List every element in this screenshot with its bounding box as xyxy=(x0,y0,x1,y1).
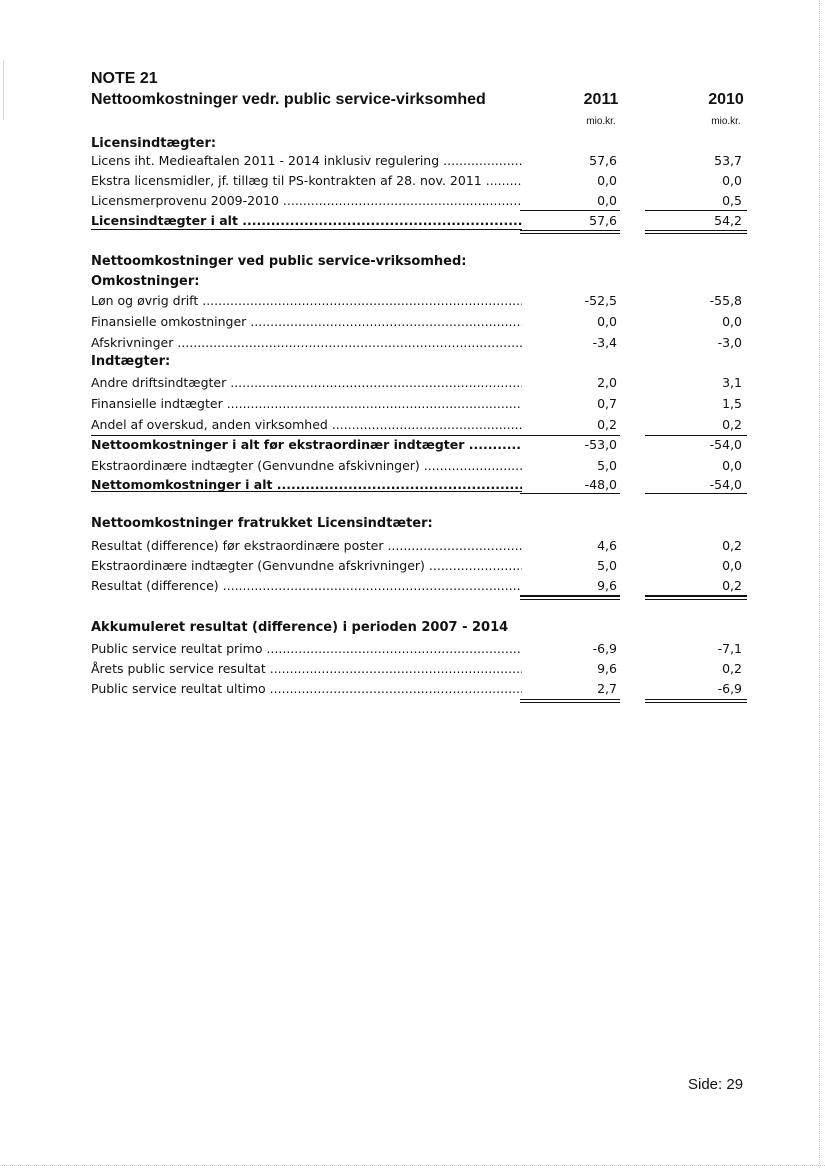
row-value-2011: -48,0 xyxy=(584,477,617,492)
row-label: Andre driftsindtægter ..... xyxy=(91,374,522,392)
row-value-2011: 0,0 xyxy=(597,173,617,188)
column-year-2011: 2011 xyxy=(583,91,619,108)
table-row xyxy=(0,416,825,436)
double-rule-line xyxy=(645,699,747,703)
row-label: Ekstra licensmidler, jf. tillæg til PS-kontrakten af 28. nov. 2011 ..... xyxy=(91,172,522,190)
row-value-2011: 0,0 xyxy=(597,314,617,329)
column-unit-2011: mio.kr. xyxy=(586,116,616,127)
row-value-2010: 54,2 xyxy=(714,213,742,228)
rule-line xyxy=(645,493,747,494)
table-row xyxy=(0,152,825,172)
scan-edge-bottom xyxy=(0,1165,825,1166)
double-rule-line xyxy=(520,230,620,234)
row-value-2011: 9,6 xyxy=(597,578,617,593)
row-label: Resultat (difference) før ekstraordinære poster ..... xyxy=(91,537,522,555)
table-row xyxy=(0,192,825,212)
row-value-2010: -54,0 xyxy=(709,437,742,452)
row-label: Resultat (difference) ..... xyxy=(91,577,522,595)
row-label: Public service reultat primo ..... xyxy=(91,640,522,658)
row-value-2010: -54,0 xyxy=(709,477,742,492)
rule-line xyxy=(645,435,747,436)
table-row xyxy=(0,537,825,557)
row-value-2011: 0,2 xyxy=(597,417,617,432)
rule-line xyxy=(645,210,747,211)
scan-edge-left xyxy=(3,60,4,120)
row-value-2010: 0,0 xyxy=(722,558,742,573)
table-row xyxy=(0,557,825,577)
table-row xyxy=(0,172,825,192)
row-label: Public service reultat ultimo ..... xyxy=(91,680,522,698)
row-value-2010: 0,0 xyxy=(722,458,742,473)
table-row xyxy=(0,334,825,354)
row-value-2010: -3,0 xyxy=(717,335,742,350)
page-number: Side: 29 xyxy=(688,1076,744,1093)
row-value-2010: 0,0 xyxy=(722,314,742,329)
double-rule-line xyxy=(520,699,620,703)
table-row-subtotal xyxy=(0,436,825,456)
row-label: Finansielle indtægter ..... xyxy=(91,395,522,413)
row-value-2010: 0,2 xyxy=(722,578,742,593)
row-value-2010: 0,0 xyxy=(722,173,742,188)
row-value-2010: 0,5 xyxy=(722,193,742,208)
row-value-2010: -7,1 xyxy=(717,641,742,656)
note-label: NOTE 21 xyxy=(91,70,158,87)
row-value-2011: 57,6 xyxy=(589,153,617,168)
section-licensindtaegter-header: Licensindtægter: xyxy=(91,136,217,151)
rule-line xyxy=(91,491,522,492)
table-row xyxy=(0,640,825,660)
section-indtaegter-header: Indtægter: xyxy=(91,354,171,369)
table-row xyxy=(0,457,825,477)
row-value-2011: 0,0 xyxy=(597,193,617,208)
row-value-2010: 0,2 xyxy=(722,417,742,432)
row-label: Nettoomkostninger i alt før ekstraordinær indtægter ..... xyxy=(91,436,522,454)
rule-line xyxy=(520,435,620,436)
row-value-2011: 57,6 xyxy=(589,213,617,228)
rule-line xyxy=(91,435,522,436)
table-row xyxy=(0,577,825,597)
table-row xyxy=(0,374,825,394)
row-label: Afskrivninger ..... xyxy=(91,334,522,352)
row-value-2011: 5,0 xyxy=(597,458,617,473)
row-label: Licensmerprovenu 2009-2010 ..... xyxy=(91,192,522,210)
row-value-2011: 9,6 xyxy=(597,661,617,676)
table-row xyxy=(0,660,825,680)
double-rule-line xyxy=(645,230,747,234)
section-nettoomkostninger-header: Nettoomkostninger ved public service-vriksomhed: xyxy=(91,254,467,269)
rule-line xyxy=(520,493,620,494)
row-value-2011: -6,9 xyxy=(592,641,617,656)
row-value-2011: 2,0 xyxy=(597,375,617,390)
section-akkumuleret-header: Akkumuleret resultat (difference) i perioden 2007 - 2014 xyxy=(91,620,509,635)
row-label: Løn og øvrig drift ..... xyxy=(91,292,522,310)
double-rule-line xyxy=(520,596,620,600)
row-value-2011: -53,0 xyxy=(584,437,617,452)
column-unit-2010: mio.kr. xyxy=(711,116,741,127)
row-label: Licens iht. Medieaftalen 2011 - 2014 inklusiv regulering ..... xyxy=(91,152,522,170)
row-value-2010: 3,1 xyxy=(722,375,742,390)
row-value-2010: -6,9 xyxy=(717,681,742,696)
row-value-2010: 0,2 xyxy=(722,661,742,676)
row-value-2011: 5,0 xyxy=(597,558,617,573)
note-title: Nettoomkostninger vedr. public service-virksomhed xyxy=(91,91,486,108)
row-value-2011: -3,4 xyxy=(592,335,617,350)
rule-line xyxy=(520,210,620,211)
table-row xyxy=(0,395,825,415)
column-year-2010: 2010 xyxy=(708,91,744,108)
row-value-2010: 53,7 xyxy=(714,153,742,168)
row-value-2011: -52,5 xyxy=(584,293,617,308)
row-label: Finansielle omkostninger ..... xyxy=(91,313,522,331)
row-value-2011: 4,6 xyxy=(597,538,617,553)
row-label: Andel af overskud, anden virksomhed ..... xyxy=(91,416,522,434)
double-rule-line xyxy=(645,596,747,600)
row-label: Ekstraordinære indtægter (Genvundne afskivninger) ..... xyxy=(91,457,522,475)
row-label: Licensindtægter i alt ..... xyxy=(91,212,522,230)
section-omkostninger-header: Omkostninger: xyxy=(91,274,200,289)
table-row xyxy=(0,292,825,312)
row-label: Årets public service resultat ..... xyxy=(91,660,522,678)
section-fratrukket-header: Nettoomkostninger fratrukket Licensindtæter: xyxy=(91,516,433,531)
row-label: Nettomomkostninger i alt ..... xyxy=(91,476,522,494)
row-label: Ekstraordinære indtægter (Genvundne afskrivninger) ..... xyxy=(91,557,522,575)
row-value-2011: 2,7 xyxy=(597,681,617,696)
rule-line xyxy=(91,229,522,230)
table-row xyxy=(0,680,825,700)
row-value-2010: -55,8 xyxy=(709,293,742,308)
row-value-2011: 0,7 xyxy=(597,396,617,411)
table-row xyxy=(0,313,825,333)
row-value-2010: 1,5 xyxy=(722,396,742,411)
row-value-2010: 0,2 xyxy=(722,538,742,553)
